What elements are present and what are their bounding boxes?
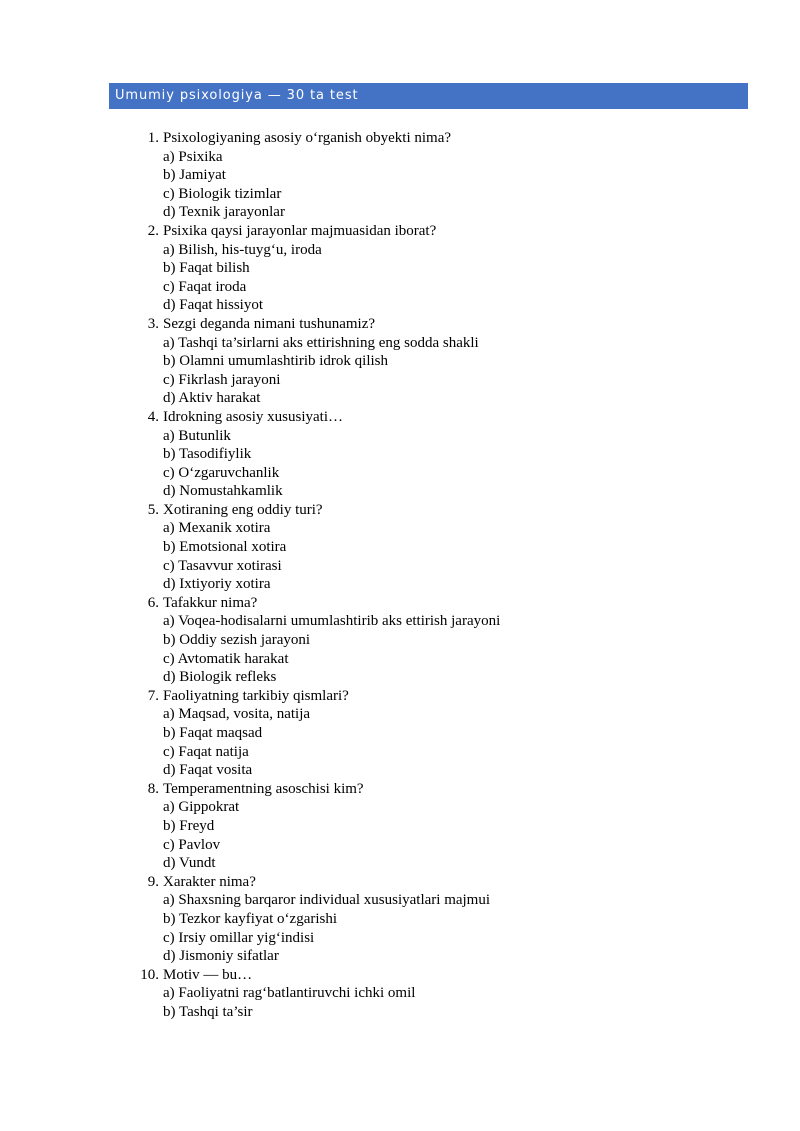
question-number: 10. [140, 966, 159, 983]
question-text: Xotiraning eng oddiy turi? [163, 501, 323, 518]
header-bar [109, 83, 748, 109]
answer-option: c) Irsiy omillar yig‘indisi [163, 929, 315, 946]
answer-option: c) Pavlov [163, 836, 221, 853]
question-number: 5. [147, 501, 159, 518]
question-number: 8. [147, 780, 159, 797]
answer-option: a) Tashqi ta’sirlarni aks ettirishning eng sodda shakli [163, 334, 479, 351]
question-text: Faoliyatning tarkibiy qismlari? [163, 687, 349, 704]
question-item [133, 594, 733, 687]
question-item [133, 222, 733, 315]
question-item [133, 873, 733, 966]
answer-option: a) Bilish, his-tuyg‘u, iroda [163, 241, 322, 258]
question-item [133, 687, 733, 780]
question-list [133, 129, 733, 1022]
answer-option: c) Biologik tizimlar [163, 185, 282, 202]
answer-option: c) Faqat iroda [163, 278, 247, 295]
question-text: Motiv — bu… [163, 966, 253, 983]
question-number: 2. [147, 222, 159, 239]
question-number: 6. [147, 594, 159, 611]
answer-option: d) Ixtiyoriy xotira [163, 576, 271, 593]
answer-option: c) O‘zgaruvchanlik [163, 464, 280, 481]
answer-option: b) Tasodifiylik [163, 446, 252, 463]
question-text: Idrokning asosiy xususiyati… [163, 408, 343, 425]
answer-option: c) Avtomatik harakat [163, 650, 289, 667]
question-text: Psixologiyaning asosiy o‘rganish obyekti nima? [163, 130, 452, 146]
answer-option: c) Fikrlash jarayoni [163, 371, 281, 388]
answer-option: a) Maqsad, vosita, natija [163, 706, 311, 723]
answer-option: a) Mexanik xotira [163, 520, 271, 537]
answer-option: a) Voqea-hodisalarni umumlashtirib aks ettirish jarayoni [163, 613, 501, 630]
question-item [133, 501, 733, 594]
document-title: Umumiy psixologiya — 30 ta test [115, 88, 359, 103]
answer-option: b) Freyd [163, 817, 215, 834]
question-item [133, 780, 733, 873]
question-number: 7. [147, 687, 159, 704]
answer-option: b) Tezkor kayfiyat o‘zgarishi [163, 910, 338, 927]
question-number: 4. [147, 408, 159, 425]
answer-option: a) Faoliyatni rag‘batlantiruvchi ichki omil [163, 985, 416, 1002]
answer-option: d) Nomustahkamlik [163, 483, 283, 500]
answer-option: d) Faqat vosita [163, 762, 253, 779]
answer-option: d) Aktiv harakat [163, 390, 261, 407]
answer-option: b) Oddiy sezish jarayoni [163, 632, 311, 649]
answer-option: d) Biologik refleks [163, 669, 277, 686]
question-item [133, 966, 733, 1022]
question-text: Tafakkur nima? [163, 594, 258, 611]
answer-option: b) Faqat maqsad [163, 725, 263, 741]
answer-option: d) Vundt [163, 855, 216, 872]
question-text: Psixika qaysi jarayonlar majmuasidan iborat? [163, 222, 437, 239]
answer-option: d) Texnik jarayonlar [163, 204, 285, 221]
question-number: 1. [147, 130, 159, 146]
answer-option: b) Emotsional xotira [163, 539, 287, 556]
question-text: Temperamentning asoschisi kim? [163, 780, 364, 797]
answer-option: a) Psixika [163, 148, 223, 165]
answer-option: b) Tashqi ta’sir [163, 1003, 253, 1020]
answer-option: a) Butunlik [163, 427, 231, 444]
answer-option: b) Olamni umumlashtirib idrok qilish [163, 353, 388, 370]
answer-option: c) Tasavvur xotirasi [163, 557, 282, 574]
question-number: 3. [147, 315, 159, 332]
answer-option: a) Shaxsning barqaror individual xususiyatlari majmui [163, 892, 491, 909]
question-item [133, 129, 733, 222]
answer-option: d) Faqat hissiyot [163, 297, 263, 314]
question-text: Sezgi deganda nimani tushunamiz? [163, 315, 376, 332]
question-text: Xarakter nima? [163, 873, 256, 890]
answer-option: d) Jismoniy sifatlar [163, 948, 279, 965]
question-item [133, 408, 733, 501]
question-number: 9. [147, 873, 159, 890]
question-item [133, 315, 733, 408]
answer-option: c) Faqat natija [163, 743, 249, 760]
answer-option: a) Gippokrat [163, 799, 240, 816]
answer-option: b) Faqat bilish [163, 260, 250, 277]
answer-option: b) Jamiyat [163, 167, 226, 184]
